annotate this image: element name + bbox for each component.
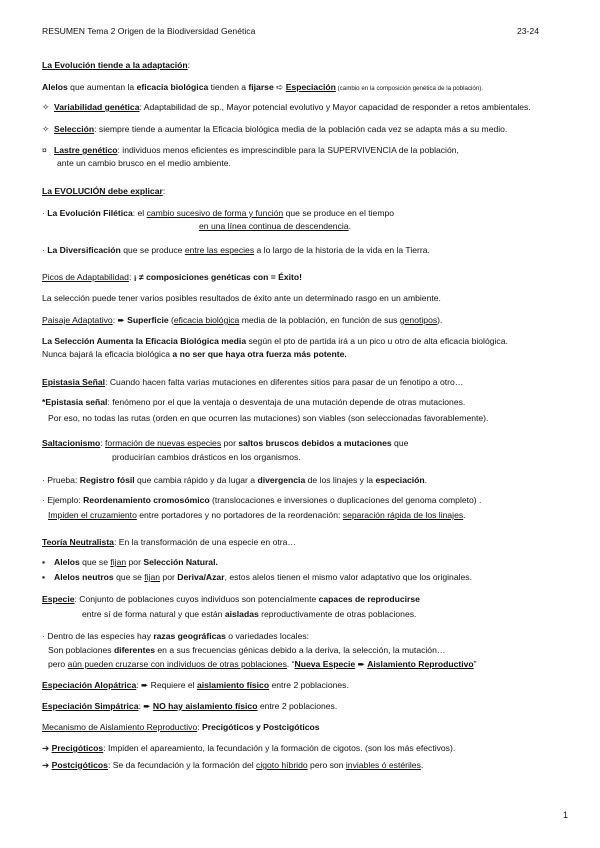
text-segment: media de la población, en función de sus [239, 315, 400, 325]
text-segment: La Selección Aumenta la Eficacia Biológica media [42, 336, 247, 346]
text-segment: ➨ [355, 659, 368, 669]
text-line [48, 510, 466, 521]
text-segment: razas geográficas [153, 631, 226, 641]
text-segment: Especie [42, 594, 75, 604]
text-segment: inviables ó estériles [345, 760, 421, 770]
text-segment: : siempre tiende a aumentar la Eficacia biológica media de la población cada vez se adapta más a su medio. [94, 124, 508, 134]
text-line [42, 594, 420, 605]
text-segment: NO hay aislamiento físico [152, 701, 258, 711]
text-segment: ➔ [42, 760, 52, 770]
text-segment: que se produce [120, 245, 185, 255]
text-line [48, 659, 477, 670]
text-line [42, 336, 508, 347]
text-segment: capaces de reproducirse [318, 594, 420, 604]
text-segment: aislamiento físico [196, 680, 270, 690]
bullet-icon: ▪ [42, 557, 46, 567]
text-segment: separación rápida de los linajes [342, 510, 464, 520]
text-line [112, 452, 301, 463]
text-line [42, 760, 423, 771]
text-line [82, 609, 416, 620]
text-segment: . “ [286, 659, 295, 669]
text-segment: Selección Natural. [143, 557, 218, 567]
text-segment: aún pueden cruzarse con individuos de otras poblaciones [67, 659, 287, 669]
bullet-icon: ✧ [42, 102, 50, 112]
text-segment: . [463, 510, 466, 520]
text-line [42, 438, 408, 449]
text-segment: Variabilidad genética [54, 102, 140, 112]
text-segment: (cambio en la composición genética de la población). [335, 85, 484, 92]
text-segment: · [42, 245, 48, 255]
text-segment: que se [113, 572, 145, 582]
text-segment: producirían cambios drásticos en los organismos. [112, 452, 301, 462]
text-segment: · Prueba: [42, 475, 80, 485]
text-line [48, 645, 445, 656]
text-segment: : En la transformación de una especie en otra… [113, 537, 296, 547]
text-segment: : Impiden el apareamiento, la fecundación y la formación de cigotos. (son los más efectivos). [103, 743, 456, 753]
text-segment: en a sus frecuencias génicas debido a la deriva, la selección, la mutación… [155, 645, 446, 655]
text-segment: : ➨ Requiere el [136, 680, 197, 690]
text-segment: que [391, 438, 409, 448]
header-year: 23-24 [517, 26, 539, 36]
text-segment: : Se da fecundación y la formación del [107, 760, 257, 770]
text-segment: o variedades locales: [225, 631, 310, 641]
text-segment: Teoría Neutralista [42, 537, 114, 547]
text-segment: de los linajes y la [305, 475, 376, 485]
text-segment: tienden a [208, 82, 249, 92]
bullet-icon: ✧ [42, 124, 50, 134]
text-segment: entre portadores y no portadores de la reordenación: [136, 510, 343, 520]
text-line [42, 186, 165, 197]
text-segment: Selección [54, 124, 95, 134]
text-segment: La Diversificación [47, 245, 121, 255]
text-line [42, 377, 463, 388]
text-segment: Especiación [285, 82, 336, 92]
text-segment: cambio sucesivo de forma y función [146, 208, 284, 218]
text-segment: entre 2 poblaciones. [269, 680, 349, 690]
text-segment: , estos alelos tienen el mismo valor adaptativo que los originales. [224, 572, 472, 582]
text-segment: ante un cambio brusco en el medio ambiente. [57, 158, 231, 168]
text-line [199, 221, 351, 232]
text-segment: . [348, 221, 351, 231]
text-segment: : Conjunto de poblaciones cuyos individuos son potencialmente [74, 594, 319, 604]
text-segment: Postcigóticos [51, 760, 108, 770]
text-segment: eficacia biológica [136, 82, 209, 92]
text-line [42, 315, 442, 326]
text-line [42, 349, 347, 360]
text-segment: : [187, 60, 191, 70]
text-line [48, 413, 488, 424]
text-segment: ➔ [42, 743, 52, 753]
text-segment: por [160, 572, 178, 582]
text-line [42, 293, 441, 304]
text-segment: · [42, 208, 48, 218]
text-line [42, 208, 394, 219]
text-segment: por [221, 438, 239, 448]
text-segment: a no ser que haya otra fuerza más potente. [172, 349, 347, 359]
text-line [42, 245, 430, 256]
text-segment: . [424, 475, 428, 485]
text-line [42, 557, 218, 568]
text-segment: Alelos neutros [54, 572, 114, 582]
text-segment: fijarse [248, 82, 274, 92]
text-segment: Precigóticos [51, 743, 104, 753]
text-segment: La Evolución tiende a la adaptación [42, 60, 188, 70]
text-segment: · Ejemplo: [42, 495, 84, 505]
text-segment: pero [48, 659, 68, 669]
text-segment: Precigóticos y Postcigóticos [202, 722, 320, 732]
text-segment: por [126, 557, 144, 567]
text-segment: especiación [375, 475, 425, 485]
text-line [42, 572, 472, 583]
text-segment: : [162, 186, 166, 196]
text-segment: Lastre genético [54, 145, 118, 155]
text-line [42, 60, 190, 71]
text-segment: diferentes [113, 645, 156, 655]
text-segment: *Epistasia señal [42, 397, 108, 407]
text-segment: Alelos [54, 557, 80, 567]
text-line [42, 82, 483, 94]
text-segment: Epistasia Señal [42, 377, 106, 387]
text-segment: pero son [307, 760, 346, 770]
text-segment: Paisaje Adaptativo [42, 315, 113, 325]
text-segment: Nunca bajará la eficacia biológica [42, 349, 173, 359]
text-segment: Alelos [42, 82, 68, 92]
text-segment: fijan [144, 572, 161, 582]
text-segment: : ➨ [138, 701, 153, 711]
text-segment: que cambia rápido y da lugar a [134, 475, 258, 485]
text-segment: Mecanismo de Aislamiento Reproductivo [42, 722, 198, 732]
text-segment: : el [132, 208, 147, 218]
text-segment: a lo largo de la historia de la vida en la Tierra. [254, 245, 430, 255]
header-title: RESUMEN Tema 2 Origen de la Biodiversidad Genética [42, 26, 256, 36]
text-line [42, 272, 302, 283]
text-line [42, 680, 349, 691]
bullet-icon: ¤ [42, 145, 47, 155]
text-segment: La selección puede tener varios posibles resultados de éxito ante un determinado rasgo en un ambiente. [42, 293, 441, 303]
text-segment: fijan [110, 557, 127, 567]
text-segment: en una línea continua de descendencia [199, 221, 349, 231]
text-segment: Son poblaciones [48, 645, 114, 655]
text-segment: Nueva Especie [294, 659, 356, 669]
text-segment: · Dentro de las especies hay [42, 631, 154, 641]
text-segment: Por eso, no todas las rutas (orden en que ocurren las mutaciones) son viables (son seleccionadas favorablemente). [48, 413, 489, 423]
text-segment: : [100, 438, 106, 448]
text-line [42, 631, 309, 642]
text-segment: Impiden el cruzamiento [48, 510, 137, 520]
text-segment: reproductivamente de otras poblaciones. [258, 609, 417, 619]
text-segment: La EVOLUCIÓN debe explicar [42, 186, 163, 196]
text-segment: Especiación Alopátrica [42, 680, 137, 690]
text-segment: ” [473, 659, 477, 669]
text-segment: : Adaptabilidad de sp., Mayor potencial evolutivo y Mayor capacidad de responder a retos ambientales. [139, 102, 531, 112]
text-segment: Especiación Simpátrica [42, 701, 139, 711]
text-segment: aisladas [224, 609, 259, 619]
text-segment: entre las especies [184, 245, 255, 255]
text-segment: : [197, 722, 203, 732]
text-line [42, 537, 296, 548]
text-segment: ➪ [273, 82, 286, 92]
text-segment: ). [437, 315, 443, 325]
text-line [57, 158, 231, 169]
text-segment: cigoto híbrido [256, 760, 308, 770]
text-segment: : fenómeno por el que la ventaja o desventaja de una mutación depende de otras mutaciones. [107, 397, 466, 407]
text-segment: entre sí de forma natural y que están [82, 609, 225, 619]
text-segment: que se produce en el tiempo [283, 208, 395, 218]
text-segment: que se [79, 557, 111, 567]
text-line [42, 701, 337, 712]
text-line [42, 124, 507, 135]
text-segment: : Cuando hacen falta varias mutaciones en diferentes sitios para pasar de un fenotipo a otro… [105, 377, 464, 387]
text-line [42, 397, 465, 408]
bullet-icon: ▪ [42, 572, 46, 582]
text-segment: Saltacionismo [42, 438, 101, 448]
text-segment: Reordenamiento cromosómico [83, 495, 210, 505]
text-segment: genotipos [399, 315, 438, 325]
text-segment: saltos bruscos debidos a mutaciones [238, 438, 392, 448]
text-segment: ¡ ≠ composiciones genéticas con = Éxito! [133, 272, 303, 282]
text-line [42, 145, 459, 156]
text-segment: eficacia biológica [173, 315, 240, 325]
text-segment: entre 2 poblaciones. [257, 701, 338, 711]
text-line [42, 722, 320, 733]
text-line [42, 475, 427, 486]
text-segment: Picos de Adaptabilidad [42, 272, 129, 282]
text-line [42, 495, 481, 506]
text-segment: ➨ Superficie [117, 315, 169, 325]
page-number: 1 [562, 810, 568, 820]
text-line [42, 102, 531, 113]
text-segment: : [128, 272, 134, 282]
text-segment: Registro fósil [79, 475, 135, 485]
text-segment: : [112, 315, 118, 325]
text-segment: (translocaciones e inversiones o duplicaciones del genoma completo) . [209, 495, 482, 505]
text-segment: . [420, 760, 424, 770]
text-segment: que aumentan la [67, 82, 137, 92]
text-segment: Aislamiento Reproductivo [367, 659, 474, 669]
text-segment: divergencia [257, 475, 306, 485]
text-segment: según el pto de partida irá a un pico u otro de alta eficacia biológica. [246, 336, 508, 346]
text-line [42, 743, 455, 754]
text-segment: ( [168, 315, 174, 325]
text-segment: La Evolución Filética [47, 208, 133, 218]
text-segment: : individuos menos eficientes es imprescindible para la SUPERVIVENCIA de la población, [117, 145, 459, 155]
text-segment: formación de nuevas especies [105, 438, 222, 448]
text-segment: Deriva/Azar [177, 572, 225, 582]
